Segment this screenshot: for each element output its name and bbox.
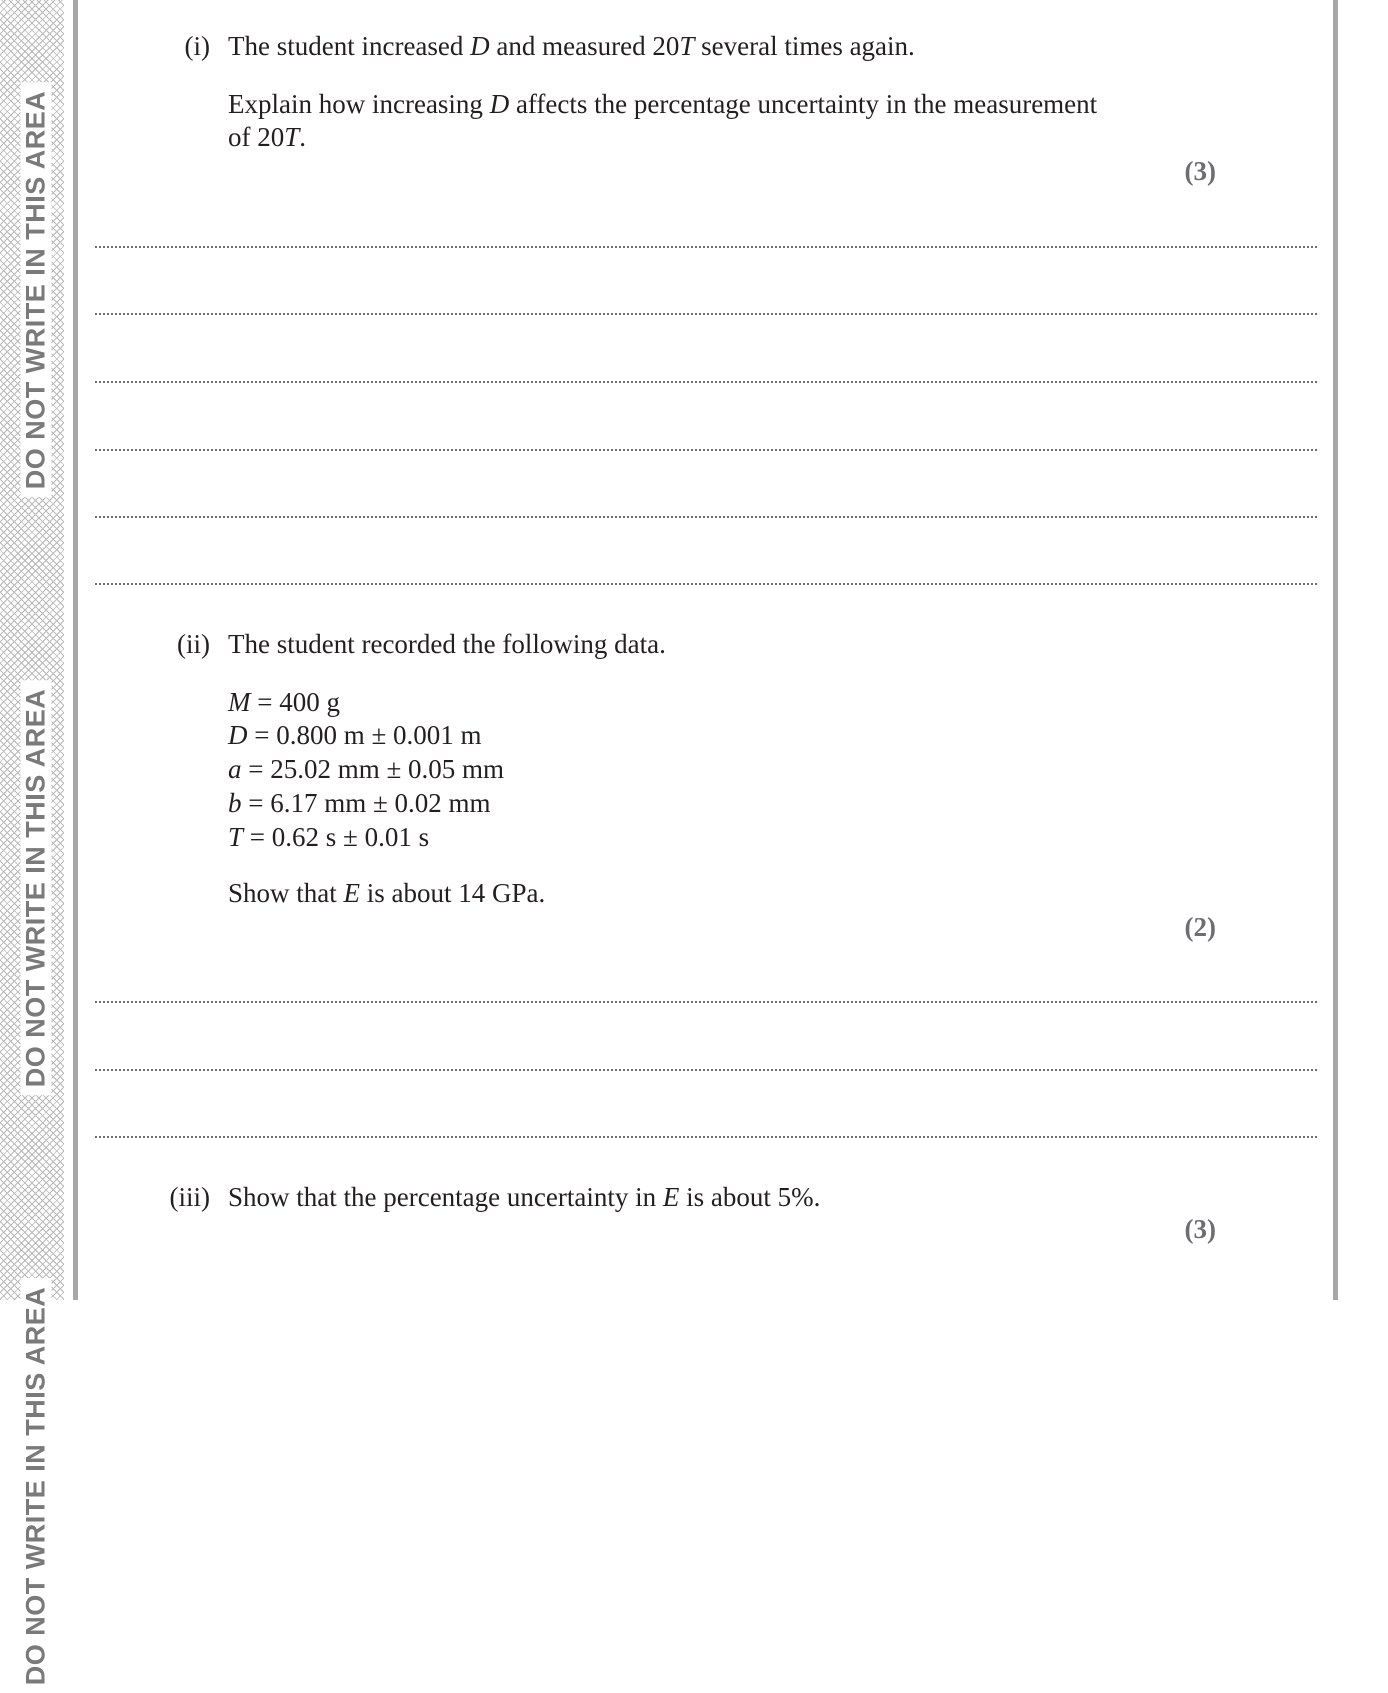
- margin-hatch-strip: [0, 0, 64, 1686]
- answer-line[interactable]: [95, 1001, 1317, 1003]
- text-segment: .: [299, 122, 307, 152]
- variable-m: M: [228, 687, 251, 717]
- marks-indicator-iii: (3): [1184, 1214, 1216, 1244]
- data-value: = 400 g: [250, 687, 340, 717]
- text-segment: Show that: [228, 878, 344, 908]
- text-segment: and measured 20: [489, 31, 680, 61]
- text-segment: Show that the percentage uncertainty in: [228, 1182, 663, 1212]
- variable-d: D: [489, 89, 510, 119]
- marks-indicator-ii: (2): [1184, 912, 1216, 942]
- question-ii-task: [228, 877, 545, 909]
- data-line: [228, 719, 482, 751]
- question-number-iii: (iii): [169, 1182, 210, 1212]
- variable-b: b: [228, 788, 242, 818]
- right-border-line: [1333, 0, 1338, 1300]
- text-segment: of 20: [228, 122, 285, 152]
- marks-indicator-i: (3): [1184, 156, 1216, 186]
- text-segment: affects the percentage uncertainty in the measurement: [509, 89, 1098, 119]
- data-value: = 0.62 s ± 0.01 s: [243, 822, 430, 852]
- answer-line[interactable]: [95, 313, 1317, 315]
- variable-d: D: [228, 720, 248, 750]
- question-i-line-3: [228, 121, 306, 153]
- text-segment: is about 14 GPa.: [360, 878, 546, 908]
- margin-warning-label: DO NOT WRITE IN THIS AREA: [21, 681, 52, 1096]
- text-segment: The student increased: [228, 31, 471, 61]
- variable-t: T: [284, 122, 300, 152]
- text-segment: Explain how increasing: [228, 89, 490, 119]
- question-number-i: (i): [184, 31, 210, 61]
- question-iii-text: [228, 1181, 820, 1213]
- variable-e: E: [662, 1182, 680, 1212]
- answer-line[interactable]: [95, 449, 1317, 451]
- answer-line[interactable]: [95, 246, 1317, 248]
- answer-line[interactable]: [95, 381, 1317, 383]
- question-i-line-2: [228, 88, 1097, 120]
- data-value: = 0.800 m ± 0.001 m: [247, 720, 482, 750]
- answer-line[interactable]: [95, 516, 1317, 518]
- question-i-line-1: [228, 30, 915, 62]
- data-line: [228, 787, 491, 819]
- variable-e: E: [343, 878, 361, 908]
- data-line: [228, 686, 340, 718]
- question-number-ii: (ii): [177, 629, 210, 659]
- margin-warning-label: DO NOT WRITE IN THIS AREA: [21, 83, 52, 498]
- text-segment: is about 5%.: [679, 1182, 821, 1212]
- answer-line[interactable]: [95, 1069, 1317, 1071]
- data-value: = 25.02 mm ± 0.05 mm: [241, 754, 505, 784]
- data-value: = 6.17 mm ± 0.02 mm: [241, 788, 491, 818]
- answer-line[interactable]: [95, 583, 1317, 585]
- variable-a: a: [228, 754, 242, 784]
- left-border-line: [73, 0, 78, 1300]
- variable-d: D: [470, 31, 490, 61]
- text-segment: several times again.: [694, 31, 915, 61]
- answer-line[interactable]: [95, 1136, 1317, 1138]
- question-ii-intro: The student recorded the following data.: [228, 629, 666, 659]
- data-line: [228, 753, 504, 785]
- data-line: [228, 821, 429, 853]
- variable-t: T: [228, 822, 244, 852]
- margin-warning-label: DO NOT WRITE IN THIS AREA: [21, 1279, 52, 1693]
- variable-t: T: [679, 31, 695, 61]
